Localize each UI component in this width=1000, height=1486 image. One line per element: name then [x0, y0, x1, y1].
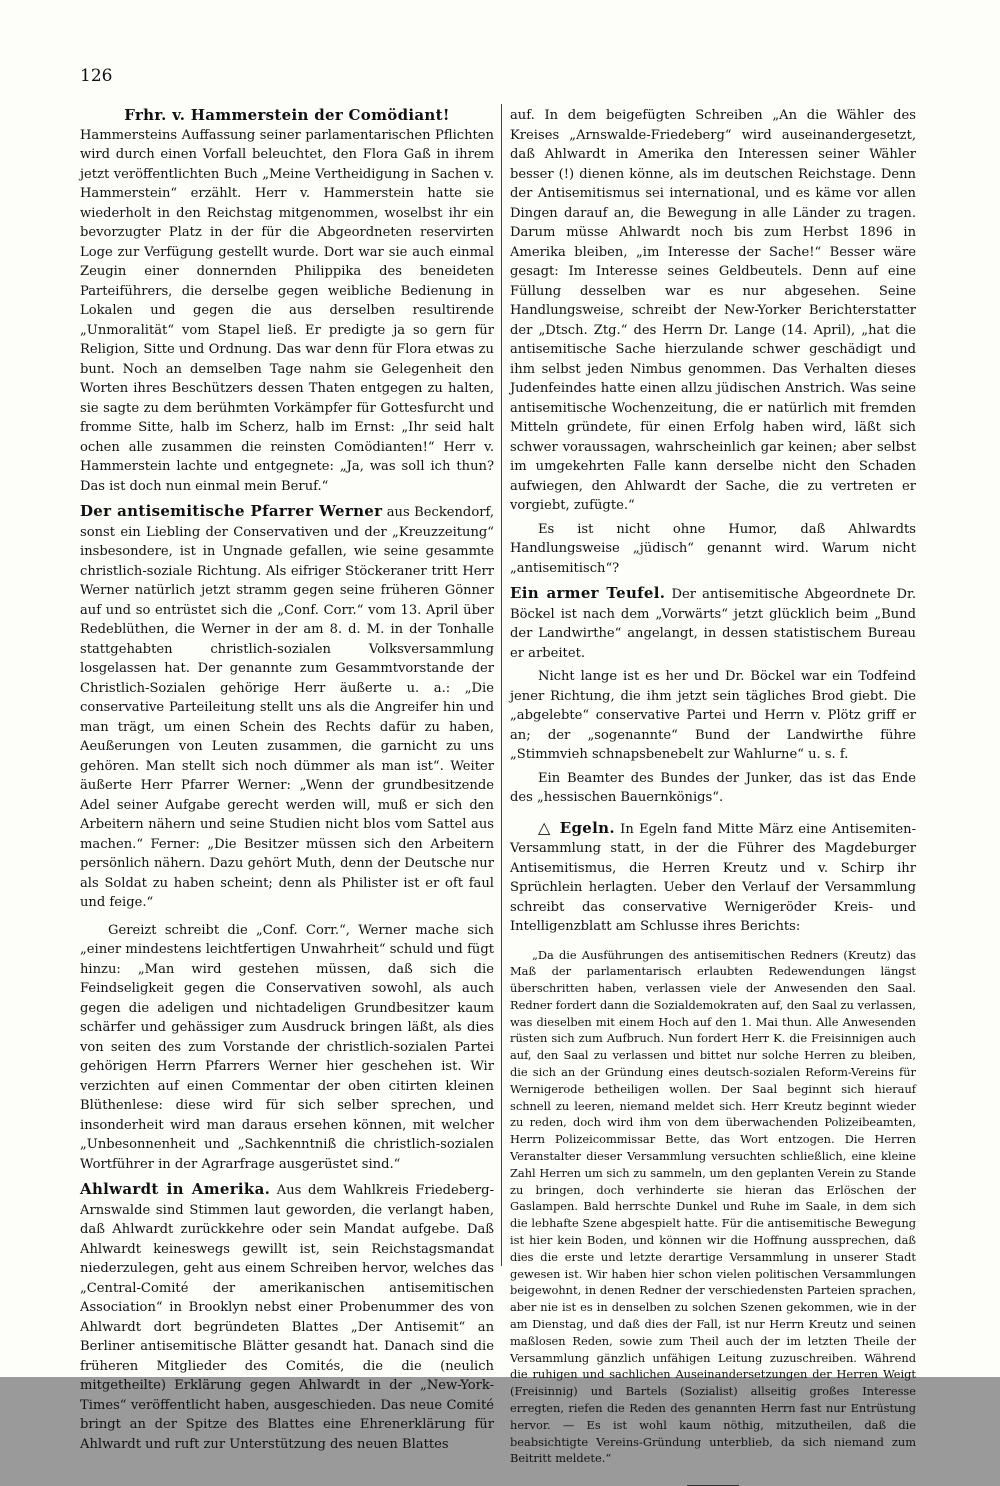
body-teufel-3: Ein Beamter des Bundes der Junker, das ist das Ende des „hessischen Bauernkönigs“.: [510, 770, 916, 805]
section-hammerstein: [80, 106, 494, 496]
right-column: [510, 106, 917, 1466]
heading-werner: Der antisemitische Pfarrer Werner: [80, 502, 383, 520]
body-humor: Es ist nicht ohne Humor, daß Ahlwardts Handlungsweise „jüdisch“ genannt wird. Warum nicht „antisemitisch“?: [510, 521, 916, 576]
left-column: [80, 106, 494, 1452]
body-teufel-1: Der antisemitische Abgeordnete Dr. Böckel ist nach dem „Vorwärts“ jetzt glücklich beim „Bund der Landwirthe“ angelangt, in dessen statistischem Bureau er arbeitet.: [510, 587, 917, 661]
heading-teufel: Ein armer Teufel.: [510, 584, 666, 602]
heading-hammerstein: Frhr. v. Hammerstein der Comödiant!: [124, 106, 450, 124]
body-teufel-2: Nicht lange ist es her und Dr. Böckel war ein Todfeind jener Richtung, die ihm jetzt sein tägliches Brod giebt. Die „abgelebte“ conservative Partei und Herrn v. Plötz griff er an; der „sogenannte“ Bund der Landwirthe führe „Stimmvieh schnapsbenebelt zur Wahlurne“ u. s. f.: [510, 669, 916, 762]
section-egeln: [510, 818, 916, 937]
heading-ahlwardt: Ahlwardt in Amerika.: [80, 1180, 271, 1198]
egeln-quote: [510, 947, 916, 1468]
heading-egeln: Egeln.: [559, 818, 615, 837]
section-teufel: [510, 584, 916, 663]
column-divider: [501, 104, 502, 1266]
body-ahlwardt: Aus dem Wahlkreis Friedeberg-Arnswalde sind Stimmen laut geworden, die verlangt haben, daß Ahlwardt zurückkehre oder sein Mandat aufgebe. Daß Ahlwardt keineswegs gewillt ist, sein Reichstagsmandat niederzulegen, geht aus einem Schreiben hervor, welches das „Central-Comité der amerikanischen antisemitischen Association“ in Brooklyn nebst einer Probenummer des von Ahlwardt dort begründeten Blattes „Der Antisemit“ an Berliner antisemitische Blätter gesandt hat. Danach sind die früheren Mitglieder des Comités, die die (neulich mitgetheilte) Erklärung gegen Ahlwardt in der „New-York-Times“ veröffentlicht haben, ausgeschieden. Das neue Comité bringt an der Spitze des Blattes eine Ehrenerklärung für Ahlwardt und ruft zur Unterstützung des neuen Blattes: [80, 1183, 494, 1452]
section-werner: [80, 502, 494, 913]
body-werner-2: Gereizt schreibt die „Conf. Corr.“, Werner mache sich „einer mindestens leichtfertigen Unwahrheit“ schuld und fügt hinzu: „Man wird gestehen müssen, daß sich die Feindseligkeit gegen die Conservativen sowohl, als auch gegen die adeligen und nichtadeligen Grundbesitzer kaum schärfer und gehässiger zum Ausdruck bringen läßt, als dies von seiten des zum Vorstande der christlich-sozialen Partei gehörigen Herrn Pfarrers Werner hier geschehen ist. Wir verzichten auf einen Commentar der oben citirten kleinen Blüthenlese: diese wird für sich selber sprechen, und insonderheit wird man daraus ersehen können, mit welcher „Unbesonnenheit und „Sachkenntniß die christlich-sozialen Wortführer in der Agrarfrage ausgerüstet sind.“: [80, 922, 494, 1172]
body-egeln: In Egeln fand Mitte März eine Antisemiten-Versammlung statt, in der die Führer des Magdeburger Antisemitismus, die Herren Kreutz und v. Schirp ihr Sprüchlein herlagten. Ueber den Verlauf der Versammlung schreibt das conservative Wernigeröder Kreis- und Intelligenzblatt am Schlusse ihres Berichts:: [510, 821, 916, 934]
triangle-icon: △: [538, 817, 552, 837]
section-ahlwardt: [80, 1180, 494, 1454]
egeln-quote-text: „Da die Ausführungen des antisemitischen Redners (Kreutz) das Maß der parlamentarisch erlaubten Redewendungen längst überschritten haben, verlassen viele der Anwesenden den Saal. Redner fordert dann die Sozialdemokraten auf, den Saal zu verlassen, was dieselben mit einem Hoch auf den 1. Mai thun. Alle Anwesenden rüsten sich zum Aufbruch. Nun fordert Herr K. die Freisinnigen auch auf, den Saal zu verlassen und bittet nur solche Herren zu bleiben, die sich an der Gründung eines deutsch-sozialen Reform-Vereins für Wernigerode betheiligen wollen. Der Saal beginnt sich hierauf schnell zu leeren, niemand meldet sich. Herr Kreutz beginnt wieder zu reden, doch wird ihm von dem überwachenden Polizeibeamten, Herrn Polizeicommissar Bette, das Wort entzogen. Die Herren Veranstalter dieser Versammlung versuchten schließlich, eine kleine Zahl Herren um sich zu sammeln, um den geplanten Verein zu Stande zu bringen, doch verhinderte sie hieran das Erlöschen der Gaslampen. Bald herrschte Dunkel und Ruhe im Saale, in dem sich die lebhafte Szene abgespielt hatte. Für die antisemitische Bewegung ist hier kein Boden, und können wir die Hoffnung aussprechen, daß dies die erste und letzte derartige Versammlung in unserer Stadt gewesen ist. Wir haben hier schon vielen politischen Versammlungen beigewohnt, in denen Redner der verschiedensten Parteien sprachen, aber nie ist es in denselben zu solchen Szenen gekommen, wie in der am Dienstag, und daß dies der Fall, ist nur Herrn Kreutz und seinen maßlosen Reden, sowie zum Theil auch der im letzten Theile der Versammlung gänzlich unfähigen Leitung zuzuschreiben. Während die ruhigen und sachlichen Auseinandersetzungen der Herren Weigt (Freisinnig) und Bartels (Sozialist) allseitig großes Interesse erregten, riefen die Reden des genannten Herrn fast nur Entrüstung hervor. — Es ist wohl kaum nöthig, mitzutheilen, daß die beabsichtigte Vereins-Gründung unterblieb, da sich niemand zum Beitritt meldete.“: [510, 947, 916, 1466]
body-hammerstein: Hammersteins Auffassung seiner parlamentarischen Pflichten wird durch einen Vorfall beleuchtet, den Flora Gaß in ihrem jetzt veröffentlichten Buch „Meine Vertheidigung in Sachen v. Hammerstein“ erzählt. Herr v. Hammerstein hatte sie wiederholt in den Reichstag mitgenommen, woselbst ihr ein bevorzugter Platz in der für die Abgeordneten reservirten Loge zur Verfügung gestellt wurde. Dort war sie auch einmal Zeugin einer donnernden Philippika des beneideten Parteiführers, die derselbe gegen weibliche Bedienung in Lokalen und gegen die aus derselben resultirende „Unmoralität“ vom Stapel ließ. Er predigte ja so gern für Religion, Sitte und Ordnung. Das war denn für Flora etwas zu bunt. Noch an demselben Tage nahm sie Gelegenheit den Worten ihres Beschützers dessen Thaten entgegen zu halten, sie sagte zu dem berühmten Vorkämpfer für Gottesfurcht und fromme Sitte, halb im Scherz, halb im Ernst: „Ihr seid halt ochen alle zusammen die reinsten Comödianten!“ Herr v. Hammerstein lachte und entgegnete: „Ja, was soll ich thun? Das ist doch nun einmal mein Beruf.“: [80, 127, 494, 494]
body-ahlwardt-continued: auf. In dem beigefügten Schreiben „An die Wähler des Kreises „Arnswalde-Friedeberg“ wird auseinandergesetzt, daß Ahlwardt in Amerika den Interessen seiner Wähler besser (!) dienen könne, als im deutschen Reichstage. Denn der Antisemitismus sei international, und es käme vor allen Dingen darauf an, die Bewegung in alle Länder zu tragen. Darum müsse Ahlwardt noch bis zum Herbst 1896 in Amerika bleiben, „im Interesse der Sache!“ Besser wäre gesagt: Im Interesse seines Geldbeutels. Denn auf eine Füllung desselben war es nur abgesehen. Seine Handlungsweise, schreibt der New-Yorker Berichterstatter der „Dtsch. Ztg.“ des Herrn Dr. Lange (14. April), „hat die antisemitische Sache hierzulande schwer geschädigt und ihm selbst jeden Nimbus genommen. Das Verhalten dieses Judenfeindes hatte einen allzu jüdischen Anstrich. Was seine antisemitische Wochenzeitung, die er natürlich mit fremden Mitteln gründete, für einen Erfolg haben wird, läßt sich schwer voraussagen, wahrscheinlich gar keinen; aber selbst im umgekehrten Falle kann derselbe nicht den Schaden aufwiegen, den Ahlwardt der Sache, die zu vertreten er vorgiebt, zufügte.“: [510, 108, 916, 513]
body-werner-1: aus Beckendorf, sonst ein Liebling der Conservativen und der „Kreuzzeitung“ insbesondere, ist in Ungnade gefallen, wie seine gesammte christlich-soziale Richtung. Als eifriger Stöckeraner tritt Herr Werner natürlich jetzt stramm gegen seine früheren Gönner auf und so entrüstet sich die „Conf. Corr.“ vom 13. April über Redeblüthen, die Werner in der am 8. d. M. in der Tonhalle stattgehabten christlich-sozialen Volksversammlung losgelassen hat. Der genannte zum Gesammtvorstande der Christlich-Sozialen gehörige Herr äußerte u. a.: „Die conservative Parteileitung stellt uns als die Angreifer hin und man trägt, um einen Schein des Rechts dafür zu haben, Aeußerungen von Leuten zusammen, die garnicht zu uns gehören. Man stellt sich noch dümmer als man ist“. Weiter äußerte Herr Pfarrer Werner: „Wenn der grundbesitzende Adel seiner Aufgabe gerecht werden will, muß er sich den Arbeitern nähern und seine Studien nicht blos vom Sattel aus machen.“ Ferner: „Die Besitzer müssen sich den Arbeitern persönlich nähern. Dazu gehört Muth, denn der Deutsche nur als Soldat zu haben scheint; denn als Philister ist er oft faul und feige.“: [80, 505, 494, 910]
page-number: 126: [80, 66, 113, 86]
